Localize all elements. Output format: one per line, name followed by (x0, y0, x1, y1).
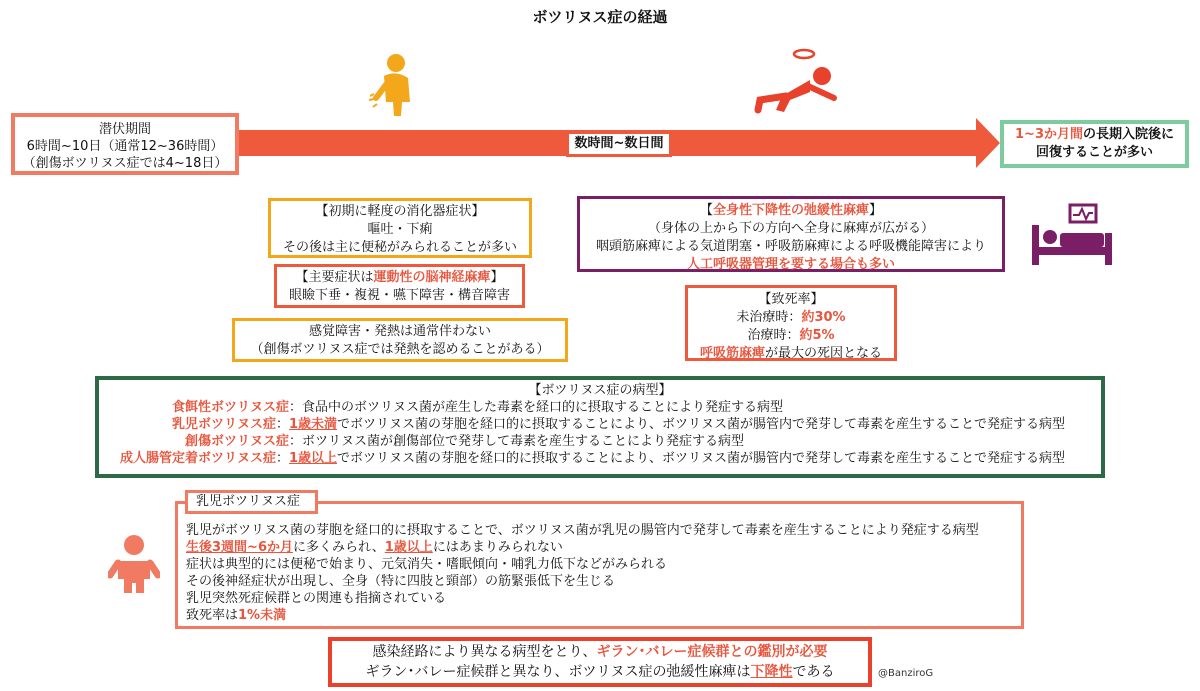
timeline-arrow-head (976, 118, 1000, 168)
latent-range: 6時間~10日（通常12~36時間） (26, 139, 224, 154)
type-row (99, 416, 1101, 433)
infant-mortality-value: 1%未満 (238, 608, 287, 623)
untreated-value: 約30% (801, 310, 846, 325)
author-credit: @BanziroG (878, 668, 934, 679)
paralysis-box (577, 196, 1005, 272)
latent-wound: （創傷ボツリヌス症では4~18日） (22, 156, 228, 171)
type-label-wrap: 乳児ボツリヌス症： (171, 417, 289, 432)
progression-label: 数時間~数日間 (566, 131, 672, 157)
infant-line-3: 症状は典型的には便秘で始まり、元気消失・嗜眠傾向・哺乳力低下などがみられる (186, 557, 668, 572)
hospital-bed-icon (1030, 203, 1114, 267)
infant-line-2-mid: に多くみられ、 (292, 540, 385, 555)
paralysis-line-2: （身体の上から下の方向へ全身に麻痺が広がる） (647, 221, 934, 236)
infant-age-over: 1歳以上 (384, 540, 433, 555)
untreated-label: 未治療時： (736, 310, 802, 325)
recovery-text-2: 回復することが多い (1035, 145, 1153, 160)
infant-tab-label: 乳児ボツリヌス症 (185, 490, 318, 514)
type-text: ：ボツリヌス菌が創傷部位で発芽して毒素を産生することにより発症する病型 (289, 434, 745, 449)
main-symptoms-post: 】 (490, 270, 504, 285)
recovery-text-1: の長期入院後に (1082, 127, 1174, 142)
type-label: 創傷ボツリヌス症 (184, 434, 289, 449)
type-label: 成人腸管定着ボツリヌス症 (119, 451, 276, 466)
sensory-box (232, 318, 568, 362)
conclusion-line-1-highlight: ギラン･バレー症候群との鑑別が必要 (596, 644, 828, 660)
type-highlight: 1歳以上 (289, 451, 338, 466)
infant-line-4: その後神経症状が出現し、全身（特に四肢と頸部）の筋緊張低下を生じる (186, 574, 616, 589)
infant-line-2-end: にはあまりみられない (432, 540, 563, 555)
treated-value: 約5% (799, 328, 835, 343)
baby-icon (108, 533, 160, 601)
paralysis-line-4: 人工呼吸器管理を要する場合も多い (686, 257, 895, 272)
treated-label: 治療時： (747, 328, 800, 343)
early-symptoms-header: 【初期に軽度の消化器症状】 (315, 204, 485, 219)
paralysis-post: 】 (869, 203, 883, 218)
conclusion-line-2-pre: ギラン･バレー症候群と異なり、ボツリヌス症の弛緩性麻痺は (365, 664, 751, 680)
type-text: ：食品中のボツリヌス菌が産生した毒素を経口的に摂取することにより発症する病型 (289, 400, 784, 415)
type-row (99, 433, 1101, 450)
infant-line-5: 乳児突然死症候群との関連も指摘されている (186, 591, 447, 606)
disease-types-box (95, 376, 1105, 478)
early-symptoms-list: 嘔吐・下痢 (367, 222, 433, 237)
type-label: 食餌性ボツリヌス症 (171, 400, 289, 415)
falling-person-icon (752, 40, 842, 120)
mortality-box (685, 285, 897, 361)
type-label-wrap: 成人腸管定着ボツリヌス症： (119, 451, 289, 466)
recovery-duration: 1~3か月間 (1015, 127, 1083, 142)
early-symptoms-box (268, 198, 532, 258)
type-row (99, 399, 1101, 416)
recovery-box (1000, 120, 1189, 168)
sensory-line-1: 感覚障害・発熱は通常伴わない (308, 324, 491, 339)
main-symptoms-list: 眼瞼下垂・複視・嚥下障害・構音障害 (288, 288, 510, 303)
early-symptoms-note: その後は主に便秘がみられることが多い (282, 240, 517, 255)
type-text: でボツリヌス菌の芽胞を経口的に摂取することにより、ボツリヌス菌が腸管内で発芽して毒素を産生することで発症する病型 (337, 451, 1066, 466)
main-symptoms-pre: 【主要症状は (295, 270, 374, 285)
type-text-wrap (289, 450, 1065, 467)
conclusion-line-2-post: である (792, 664, 835, 680)
cause-highlight: 呼吸筋麻痺 (699, 346, 765, 361)
latent-title: 潜伏期間 (98, 122, 151, 137)
cause-rest: が最大の死因となる (765, 346, 883, 361)
conclusion-box (328, 637, 872, 687)
mortality-header: 【致死率】 (758, 292, 824, 307)
paralysis-line-3: 咽頭筋麻痺による気道閉塞・呼吸筋麻痺による呼吸機能障害により (595, 239, 986, 254)
main-symptoms-box (274, 264, 525, 308)
page-title: ボツリヌス症の経過 (532, 8, 668, 26)
infant-mortality-label: 致死率は (186, 608, 239, 623)
type-label: 乳児ボツリヌス症 (171, 417, 276, 432)
main-symptoms-highlight: 運動性の脳神経麻痺 (373, 270, 491, 285)
latent-period-box (11, 113, 239, 175)
infant-botulism-box (175, 501, 1024, 629)
sensory-line-2: （創傷ボツリヌス症では発熱を認めることがある） (250, 342, 550, 357)
type-text-wrap (289, 416, 1065, 433)
type-highlight: 1歳未満 (289, 417, 338, 432)
types-header: 【ボツリヌス症の病型】 (528, 383, 672, 398)
conclusion-line-2-highlight: 下降性 (750, 664, 793, 680)
type-row (99, 450, 1101, 467)
infant-age-range: 生後3週間~6か月 (186, 540, 293, 555)
paralysis-pre: 【 (699, 203, 713, 218)
paralysis-highlight: 全身性下降性の弛緩性麻痺 (712, 203, 869, 218)
infant-line-1: 乳児がボツリヌス菌の芽胞を経口的に摂取することで、ボツリヌス菌が乳児の腸管内で発芽して毒素を産生することにより発症する病型 (186, 523, 979, 538)
conclusion-line-1-pre: 感染経路により異なる病型をとり、 (372, 644, 597, 660)
stomachache-person-icon (368, 52, 428, 118)
type-text: でボツリヌス菌の芽胞を経口的に摂取することにより、ボツリヌス菌が腸管内で発芽して毒素を産生することで発症する病型 (337, 417, 1066, 432)
